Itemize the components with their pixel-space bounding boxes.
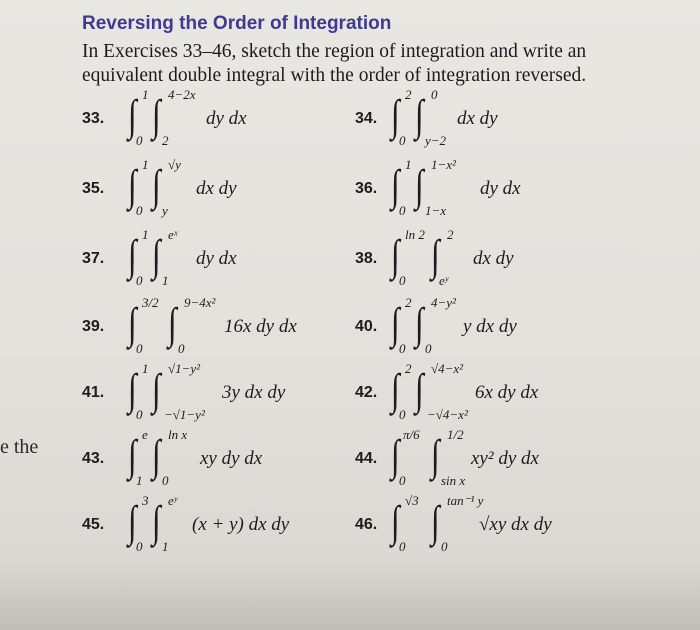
outer-lower-limit: 0 [136,273,143,288]
exercise-number: 43. [82,450,105,467]
exercise-number: 41. [82,384,105,401]
outer-lower-limit: 1 [136,473,143,488]
integrand: 6x dy dx [475,382,539,403]
inner-lower-limit: 0 [162,473,169,488]
outer-integral-sign: ∫ [391,365,400,414]
outer-lower-limit: 0 [136,539,143,554]
outer-integral-sign: ∫ [128,365,137,414]
outer-integral-sign: ∫ [128,231,137,280]
outer-lower-limit: 0 [136,341,143,356]
inner-upper-limit: tan⁻¹ y [447,493,484,508]
integrand: dx dy [473,248,514,269]
exercise-number: 34. [355,110,378,127]
outer-upper-limit: 1 [142,361,149,376]
outer-integral-sign: ∫ [391,231,400,280]
outer-lower-limit: 0 [399,203,406,218]
inner-upper-limit: 0 [431,87,438,102]
inner-integral-sign: ∫ [152,231,161,280]
inner-lower-limit: sin x [441,473,466,488]
inner-upper-limit: √y [168,157,181,172]
inner-integral-sign: ∫ [431,231,440,280]
inner-lower-limit: y [162,203,168,218]
inner-upper-limit: ln x [168,427,188,442]
outer-lower-limit: 0 [136,407,143,422]
integrand: √xy dx dy [479,514,552,535]
inner-lower-limit: 1 [162,539,169,554]
outer-upper-limit: 1 [405,157,412,172]
inner-lower-limit: 0 [178,341,185,356]
outer-integral-sign: ∫ [128,497,137,546]
exercise-number: 40. [355,318,378,335]
inner-lower-limit: 1 [162,273,169,288]
outer-lower-limit: 0 [399,539,406,554]
inner-integral-sign: ∫ [152,431,161,480]
exercise-number: 45. [82,516,105,533]
outer-lower-limit: 0 [136,203,143,218]
exercise-number: 42. [355,384,378,401]
exercise-number: 35. [82,180,105,197]
facing-page-text-fragment: e the [0,436,39,458]
inner-upper-limit: 9−4x² [184,295,216,310]
outer-lower-limit: 0 [399,133,406,148]
inner-lower-limit: eʸ [439,273,449,288]
outer-lower-limit: 0 [136,133,143,148]
outer-integral-sign: ∫ [128,161,137,210]
inner-lower-limit: 2 [162,133,169,148]
inner-integral-sign: ∫ [431,497,440,546]
outer-integral-sign: ∫ [128,431,137,480]
inner-integral-sign: ∫ [415,91,424,140]
outer-integral-sign: ∫ [391,299,400,348]
inner-integral-sign: ∫ [415,365,424,414]
exercise-number: 39. [82,318,105,335]
outer-upper-limit: 2 [405,361,412,376]
exercise-number: 46. [355,516,378,533]
exercise-number: 33. [82,110,105,127]
exercise-number: 38. [355,250,378,267]
outer-lower-limit: 0 [399,473,406,488]
inner-integral-sign: ∫ [415,161,424,210]
integrand: dx dy [457,108,498,129]
section-heading: Reversing the Order of Integration [82,13,392,34]
outer-upper-limit: 1 [142,87,149,102]
outer-integral-sign: ∫ [128,299,137,348]
section-instructions: In Exercises 33–46, sketch the region of integration and write an equivalent double integral with the order of integration reversed. [82,41,587,86]
inner-integral-sign: ∫ [152,365,161,414]
outer-upper-limit: e [142,427,148,442]
inner-lower-limit: −√4−x² [427,407,468,422]
inner-integral-sign: ∫ [415,299,424,348]
integrand: xy² dy dx [471,448,539,469]
outer-lower-limit: 0 [399,273,406,288]
inner-integral-sign: ∫ [431,431,440,480]
exercise-number: 36. [355,180,378,197]
inner-upper-limit: 1/2 [447,427,464,442]
outer-integral-sign: ∫ [391,431,400,480]
outer-integral-sign: ∫ [391,161,400,210]
inner-integral-sign: ∫ [152,497,161,546]
outer-upper-limit: 2 [405,295,412,310]
integrand: xy dy dx [200,448,263,469]
page-shadow [0,560,700,630]
inner-upper-limit: 4−2x [168,87,196,102]
inner-upper-limit: √1−y² [168,361,201,376]
outer-integral-sign: ∫ [128,91,137,140]
exercise-number: 37. [82,250,105,267]
inner-upper-limit: eʸ [168,493,178,508]
exercise-number: 44. [355,450,378,467]
outer-upper-limit: 1 [142,157,149,172]
outer-upper-limit: ln 2 [405,227,425,242]
integrand: dy dx [480,178,521,199]
integrand: dy dx [206,108,247,129]
outer-lower-limit: 0 [399,407,406,422]
inner-upper-limit: √4−x² [431,361,464,376]
outer-upper-limit: 2 [405,87,412,102]
outer-upper-limit: 3 [142,493,149,508]
integrand: 16x dy dx [224,316,297,337]
outer-upper-limit: 3/2 [142,295,159,310]
integrand: (x + y) dx dy [192,514,290,535]
integrand: y dx dy [463,316,517,337]
inner-lower-limit: 0 [441,539,448,554]
outer-lower-limit: 0 [399,341,406,356]
inner-upper-limit: eˣ [168,227,178,242]
inner-lower-limit: 1−x [425,203,447,218]
inner-lower-limit: −√1−y² [164,407,205,422]
outer-upper-limit: 1 [142,227,149,242]
outer-upper-limit: √3 [405,493,419,508]
inner-lower-limit: 0 [425,341,432,356]
inner-integral-sign: ∫ [168,299,177,348]
integrand: dy dx [196,248,237,269]
inner-upper-limit: 4−y² [431,295,456,310]
inner-integral-sign: ∫ [152,91,161,140]
inner-integral-sign: ∫ [152,161,161,210]
outer-integral-sign: ∫ [391,91,400,140]
inner-lower-limit: y−2 [425,133,447,148]
integrand: dx dy [196,178,237,199]
inner-upper-limit: 2 [447,227,454,242]
outer-integral-sign: ∫ [391,497,400,546]
inner-upper-limit: 1−x² [431,157,456,172]
outer-upper-limit: π/6 [403,427,420,442]
integrand: 3y dx dy [222,382,286,403]
